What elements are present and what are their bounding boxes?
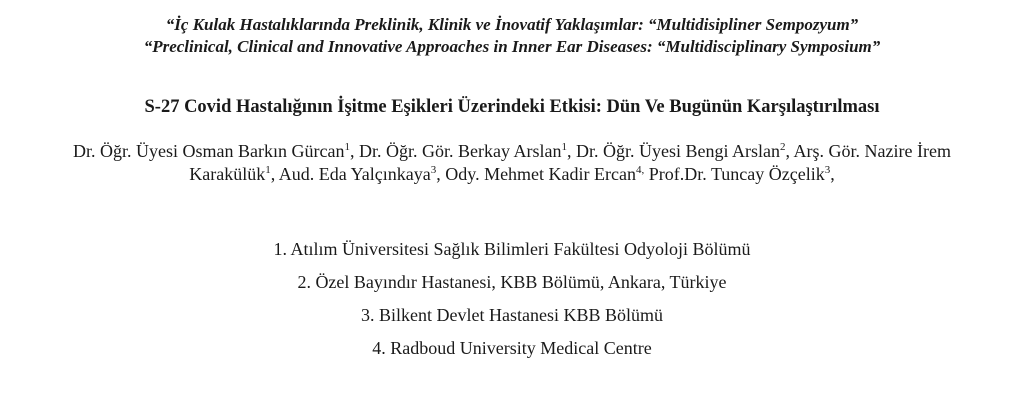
author: Dr. Öğr. Gör. Berkay Arslan$^1$, <box>359 141 576 161</box>
author: Dr. Öğr. Üyesi Osman Barkın Gürcan$^1$, <box>73 141 359 161</box>
affiliation-list <box>0 238 1024 370</box>
symposium-header <box>0 14 1024 58</box>
abstract-title: S-27 Covid Hastalığının İşitme Eşikleri Üzerindeki Etkisi: Dün Ve Bugünün Karşılaştırılması <box>144 97 880 117</box>
author-affiliation-mark: 1 <box>561 141 567 153</box>
author: Prof.Dr. Tuncay Özçelik$^3$, <box>648 164 835 184</box>
author-affiliation-mark: 1 <box>344 141 350 153</box>
author-affiliation-mark: 4, <box>636 164 645 176</box>
author: Arş. Gör. Nazire İrem Karakülük$^1$, <box>189 141 951 184</box>
affiliation-item: 4. Radboud University Medical Centre <box>372 338 652 358</box>
author-affiliation-mark: 1 <box>265 164 271 176</box>
author-affiliation-mark: 3 <box>824 164 831 176</box>
author-list <box>40 140 984 186</box>
affiliation-item: 1. Atılım Üniversitesi Sağlık Bilimleri Fakültesi Odyoloji Bölümü <box>273 239 751 259</box>
author-affiliation-mark: 3 <box>430 164 437 176</box>
author-affiliation-mark: 2 <box>779 141 786 153</box>
author: Ody. Mehmet Kadir Ercan$^{4,}$ <box>445 164 645 184</box>
affiliation-item: 2. Özel Bayındır Hastanesi, KBB Bölümü, Ankara, Türkiye <box>297 272 727 292</box>
affiliation-item: 3. Bilkent Devlet Hastanesi KBB Bölümü <box>361 305 663 325</box>
symposium-title-english: “Preclinical, Clinical and Innovative Approaches in Inner Ear Diseases: “Multidisciplinary Symposium” <box>143 37 881 56</box>
author: Dr. Öğr. Üyesi Bengi Arslan$^2$, <box>575 141 794 161</box>
symposium-title-turkish: “İç Kulak Hastalıklarında Preklinik, Klinik ve İnovatif Yaklaşımlar: “Multidisipliner Sempozyum” <box>165 15 859 34</box>
author: Aud. Eda Yalçınkaya$^3$, <box>278 164 446 184</box>
